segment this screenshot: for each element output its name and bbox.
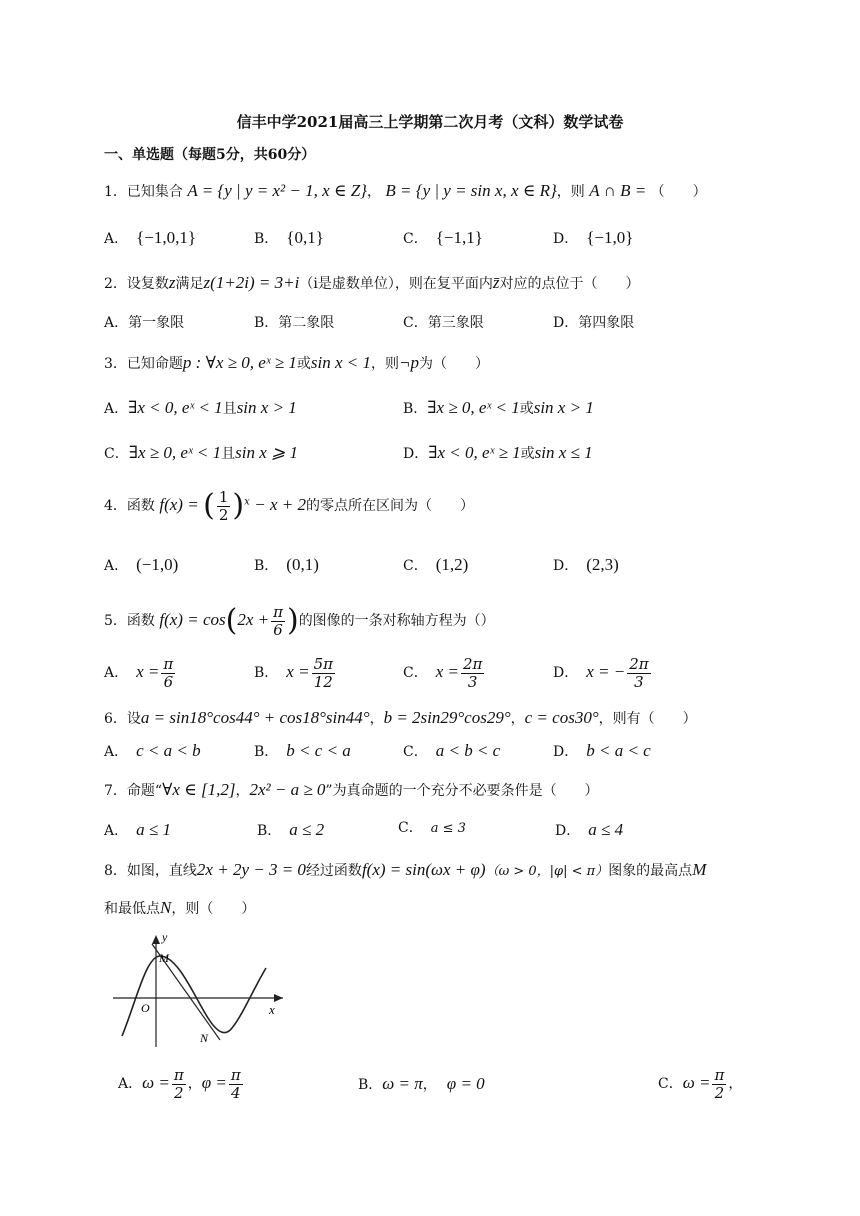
- option-value: (1,2): [435, 555, 469, 574]
- option-label: A．: [104, 665, 129, 681]
- question-8: [104, 860, 706, 880]
- q2-stem: 2．设复数: [104, 276, 169, 292]
- q8-point-m: M: [692, 860, 707, 879]
- option-value-2: sin x > 1: [236, 398, 297, 417]
- option-fraction: [712, 1067, 726, 1101]
- option-pre: x =: [435, 662, 459, 681]
- option-fraction: [161, 656, 175, 690]
- q4-stem: 4．函数: [104, 498, 155, 514]
- q8-stem-d: 和最低点: [104, 901, 160, 917]
- frac-den: 2: [174, 1083, 184, 1102]
- q8-stem: 8．如图，直线: [104, 863, 197, 879]
- page-title: 信丰中学2021届高三上学期第二次月考（文科）数学试卷: [236, 113, 624, 131]
- option-label: C．: [403, 558, 428, 574]
- option-fraction: [461, 656, 484, 690]
- graph-label-y: y: [162, 932, 168, 944]
- y-axis-arrow: [152, 935, 160, 944]
- graph-label-m: M: [159, 951, 169, 965]
- option-label: A．: [104, 744, 129, 760]
- graph-label-n: N: [200, 1031, 209, 1045]
- option-value: ∃x < 0, eˣ < 1: [128, 398, 223, 417]
- option-sep: ，: [422, 1077, 437, 1093]
- option-label: D．: [553, 665, 579, 681]
- q5-option-d: [553, 656, 653, 690]
- option-value: ∃x < 0, eˣ ≥ 1: [428, 443, 521, 462]
- option-value: a < b < c: [435, 741, 501, 760]
- option-sep: ，: [728, 1076, 743, 1092]
- option-label: D．: [553, 558, 579, 574]
- option-fraction: [229, 1067, 243, 1101]
- question-6: [104, 708, 697, 728]
- option-value: c < a < b: [136, 741, 201, 760]
- frac-num: 2π: [629, 655, 649, 673]
- option-label: A．: [104, 823, 129, 839]
- q7-condition: ∀x ∈ [1,2]: [162, 780, 236, 799]
- q1-option-a: [104, 228, 196, 248]
- q8-graph: [108, 932, 288, 1052]
- option-conj: 或: [519, 401, 534, 417]
- option-value: b < c < a: [286, 741, 351, 760]
- q4-fx: f(x) =: [159, 495, 199, 514]
- q7-stem-b: ”为真命题的一个充分不必要条件是（ ）: [325, 783, 599, 799]
- q1-set-b: B = {y | y = sin x, x ∈ R}: [385, 181, 557, 200]
- q7-inequality: 2x² − a ≥ 0: [249, 780, 326, 799]
- q8-stem-c: 图象的最高点: [608, 863, 693, 879]
- q2-option-b: B．第二象限: [254, 315, 335, 331]
- q6-stem-b: ，则有（ ）: [598, 711, 697, 727]
- question-3: [104, 353, 489, 373]
- q2-equation: z(1+2i) = 3+i: [203, 273, 300, 292]
- option-value: (2,3): [586, 555, 619, 574]
- q2-zbar: z̄: [492, 273, 500, 292]
- q8-option-a: [118, 1067, 245, 1101]
- option-label: C．: [403, 665, 428, 681]
- q3-stem: 3．已知命题: [104, 356, 183, 372]
- q4-option-c: [403, 555, 468, 575]
- q3-proposition-2: sin x < 1: [310, 353, 372, 372]
- option-value: {−1,1}: [435, 228, 483, 247]
- option-label: D．: [403, 446, 429, 462]
- q3-proposition: p : ∀x ≥ 0, eˣ ≥ 1: [182, 353, 297, 372]
- x-axis-arrow: [274, 994, 283, 1002]
- frac-den: 2: [714, 1083, 725, 1102]
- q1-option-b: [254, 228, 324, 248]
- option-value: (0,1): [286, 555, 319, 574]
- q7-option-d: [555, 820, 623, 840]
- paren-open: (: [225, 603, 238, 638]
- option-label: A．: [104, 558, 129, 574]
- option-label: C．: [104, 446, 129, 462]
- q3-option-d: [403, 443, 593, 463]
- option-value: {−1,0}: [586, 228, 634, 247]
- q6-c: c = cos30°: [524, 708, 599, 727]
- q6-a: a = sin18°cos44° + cos18°sin44°: [140, 708, 370, 727]
- question-2: [104, 273, 639, 293]
- frac-den: 4: [231, 1083, 241, 1102]
- q5-option-a: [104, 656, 177, 690]
- q1-paren: （ ）: [650, 184, 707, 200]
- option-value: ∃x ≥ 0, eˣ < 1: [128, 443, 222, 462]
- q1-stem-b: ，则: [556, 184, 585, 200]
- question-8-line-2: [104, 898, 255, 918]
- frac-num: 1: [218, 488, 229, 506]
- frac-num: π: [173, 1066, 184, 1084]
- option-label: C．: [658, 1076, 683, 1092]
- q2-option-c: C．第三象限: [403, 315, 484, 331]
- frac-den: 6: [273, 620, 283, 639]
- option-value-2: sin x ≤ 1: [534, 443, 593, 462]
- frac-den: 3: [467, 672, 478, 691]
- q3-stem-b: ，则: [371, 356, 400, 372]
- q1-option-c: [403, 228, 483, 248]
- option-phi: φ =: [201, 1073, 227, 1092]
- option-value-2: sin x > 1: [533, 398, 594, 417]
- option-label: C．: [398, 820, 423, 836]
- option-sep: ，: [187, 1076, 202, 1092]
- q4-fraction: [217, 489, 231, 523]
- option-value: b < a < c: [586, 741, 651, 760]
- option-pre: x =: [136, 662, 160, 681]
- q1-stem: 1．已知集合: [104, 184, 183, 200]
- frac-num: 5π: [313, 655, 333, 673]
- q7-comma: ，: [235, 783, 250, 799]
- q6-comma-2: ，: [510, 711, 525, 727]
- option-label: B．: [358, 1077, 383, 1093]
- q1-comma: ，: [366, 184, 381, 200]
- q1-set-a: A = {y | y = x² − 1, x ∈ Z}: [187, 181, 367, 200]
- option-fraction: [172, 1067, 186, 1101]
- frac-num: π: [714, 1066, 725, 1084]
- option-pre: x = −: [586, 662, 626, 681]
- q5-option-c: [403, 656, 486, 690]
- q4-option-d: [553, 555, 619, 575]
- option-omega: ω = π: [382, 1074, 423, 1093]
- option-label: C．: [403, 744, 428, 760]
- q5-stem-b: 的图像的一条对称轴方程为（）: [298, 613, 495, 629]
- q4-stem-b: 的零点所在区间为（ ）: [305, 498, 474, 514]
- frac-den: 3: [634, 672, 644, 691]
- option-label: B．: [254, 665, 279, 681]
- section-heading: 一、单选题（每题5分，共60分）: [104, 147, 316, 163]
- q2-stem-b: 满足: [175, 276, 204, 292]
- q8-option-b: [358, 1074, 485, 1094]
- option-conj: 或: [520, 446, 535, 462]
- option-value: a ≤ 2: [289, 820, 325, 839]
- option-label: B．: [254, 231, 279, 247]
- option-value: ∃x ≥ 0, eˣ < 1: [427, 398, 520, 417]
- q3-option-c: [104, 443, 298, 463]
- q5-stem: 5．函数: [104, 613, 155, 629]
- option-conj: 且: [222, 401, 237, 417]
- q5-fx: f(x) = cos: [159, 610, 226, 629]
- q6-option-b: [254, 741, 351, 761]
- option-value-2: sin x ⩾ 1: [235, 443, 299, 462]
- q1-ask: A ∩ B =: [589, 181, 647, 200]
- q8-function: f(x) = sin(ωx + φ): [361, 860, 486, 879]
- option-fraction: [627, 656, 650, 690]
- option-omega: ω =: [142, 1073, 170, 1092]
- q4-exponent: x: [244, 496, 250, 508]
- frac-den: 6: [163, 672, 174, 691]
- option-label: B．: [254, 744, 279, 760]
- q1-option-d: [553, 228, 633, 248]
- q3-option-a: [104, 398, 297, 418]
- option-label: B．: [257, 823, 282, 839]
- question-7: [104, 780, 599, 800]
- question-5: [104, 603, 495, 639]
- paren-close: ): [286, 603, 299, 638]
- option-label: C．: [403, 231, 428, 247]
- option-label: D．: [553, 231, 579, 247]
- option-label: A．: [104, 401, 129, 417]
- question-4: [104, 488, 474, 524]
- question-1: [104, 181, 707, 201]
- q3-option-b: [403, 398, 594, 418]
- q8-point-n: N: [160, 898, 172, 917]
- q2-z: z: [168, 273, 176, 292]
- option-value: {0,1}: [286, 228, 324, 247]
- option-value: {−1,0,1}: [136, 228, 197, 247]
- sine-curve: [122, 956, 266, 1036]
- q5-arg: 2x +: [237, 610, 270, 629]
- option-label: B．: [254, 558, 279, 574]
- q2-stem-d: 对应的点位于（ ）: [499, 276, 640, 292]
- graph-label-x: x: [269, 1002, 275, 1017]
- frac-den: 2: [218, 505, 229, 524]
- q5-fraction: [271, 604, 285, 638]
- q4-option-a: [104, 555, 178, 575]
- q6-b: b = 2sin29°cos29°: [383, 708, 511, 727]
- option-value: a ≤ 1: [136, 820, 171, 839]
- q8-line: 2x + 2y − 3 = 0: [196, 860, 306, 879]
- q3-or: 或: [296, 356, 311, 372]
- frac-num: π: [230, 1066, 241, 1084]
- option-value: a ≤ 3: [430, 821, 466, 836]
- frac-den: 12: [313, 672, 333, 691]
- q7-option-c: [398, 820, 466, 837]
- option-pre: x =: [286, 662, 310, 681]
- option-phi: φ = 0: [446, 1074, 485, 1093]
- option-label: D．: [553, 744, 579, 760]
- q4-option-b: [254, 555, 319, 575]
- q8-option-c: [658, 1067, 742, 1101]
- option-value: (−1,0): [136, 555, 179, 574]
- q2-stem-c: （i是虚数单位），则在复平面内: [299, 276, 493, 292]
- q2-option-a: A．第一象限: [104, 315, 185, 331]
- q7-option-a: [104, 820, 171, 840]
- option-conj: 且: [221, 446, 236, 462]
- option-omega: ω =: [682, 1073, 711, 1092]
- q6-option-c: [403, 741, 500, 761]
- frac-num: π: [163, 655, 174, 673]
- q6-option-d: [553, 741, 651, 761]
- option-fraction: [312, 656, 335, 690]
- q4-rest: − x + 2: [254, 495, 306, 514]
- option-label: A．: [104, 231, 129, 247]
- option-label: A．: [118, 1076, 143, 1092]
- q3-negation: ¬p: [399, 353, 419, 372]
- q5-option-b: [254, 656, 337, 690]
- q6-comma: ，: [369, 711, 384, 727]
- q8-condition: （ω > 0，|φ| < π）: [485, 864, 609, 879]
- q6-option-a: [104, 741, 201, 761]
- paren-open: (: [203, 488, 215, 523]
- option-label: D．: [555, 823, 581, 839]
- paren-close: ): [232, 488, 245, 523]
- graph-label-o: O: [141, 1001, 150, 1015]
- q3-stem-c: 为（ ）: [419, 356, 489, 372]
- q7-stem: 7．命题“: [104, 783, 163, 799]
- frac-num: π: [273, 603, 283, 621]
- option-value: a ≤ 4: [588, 820, 624, 839]
- frac-num: 2π: [463, 655, 483, 673]
- q8-stem-e: ，则（ ）: [171, 901, 256, 917]
- q2-option-d: D．第四象限: [553, 315, 635, 331]
- option-label: B．: [403, 401, 428, 417]
- q8-stem-b: 经过函数: [305, 863, 362, 879]
- q6-stem: 6．设: [104, 711, 141, 727]
- q7-option-b: [257, 820, 324, 840]
